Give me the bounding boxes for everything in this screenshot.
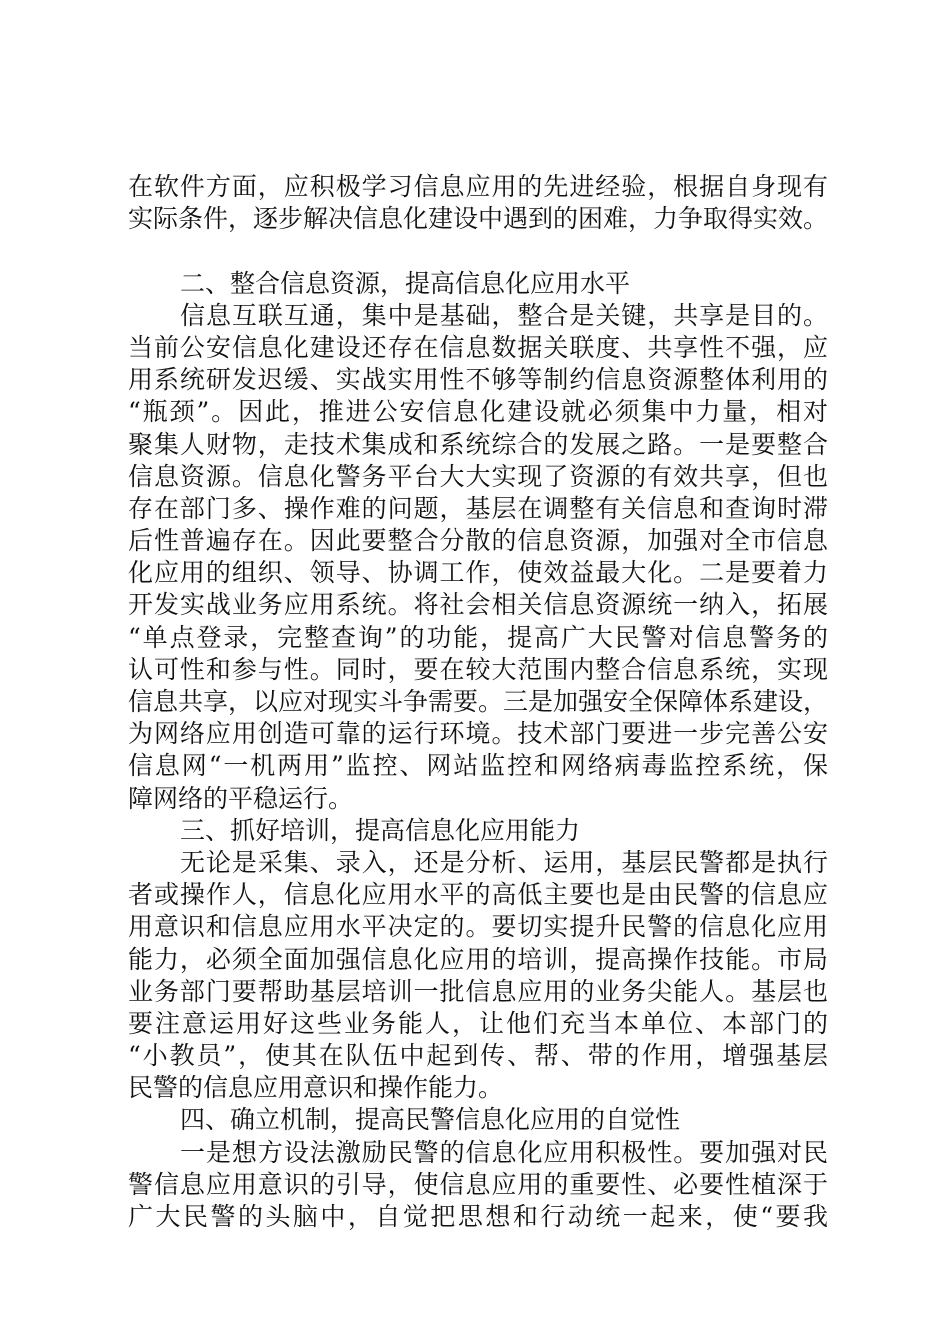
text-line: 用系统研发迟缓、实战实用性不够等制约信息资源整体利用的 bbox=[128, 365, 828, 395]
text-line: 开发实战业务应用系统。将社会相关信息资源统一纳入，拓展 bbox=[128, 590, 828, 620]
text-line: 存在部门多、操作难的问题，基层在调整有关信息和查询时滞 bbox=[128, 493, 828, 523]
text-line: 一是想方设法激励民警的信息化应用积极性。要加强对民 bbox=[180, 1137, 828, 1167]
text-line: “小教员”，使其在队伍中起到传、帮、带的作用，增强基层 bbox=[128, 1041, 828, 1071]
text-line: 民警的信息应用意识和操作能力。 bbox=[128, 1073, 504, 1103]
text-line: 广大民警的头脑中，自觉把思想和行动统一起来，使“要我 bbox=[128, 1202, 828, 1231]
text-line: 当前公安信息化建设还存在信息数据关联度、共享性不强，应 bbox=[128, 332, 828, 362]
text-line: 能力，必须全面加强信息化应用的培训，提高操作技能。市局 bbox=[128, 944, 828, 974]
text-line: 者或操作人，信息化应用水平的高低主要也是由民警的信息应 bbox=[128, 880, 828, 910]
text-line: “瓶颈”。因此，推进公安信息化建设就必须集中力量，相对 bbox=[128, 397, 828, 427]
text-line: 三、抓好培训，提高信息化应用能力 bbox=[180, 815, 581, 845]
text-line: 警信息应用意识的引导，使信息应用的重要性、必要性植深于 bbox=[128, 1169, 828, 1199]
text-line: 无论是采集、录入，还是分析、运用，基层民警都是执行 bbox=[180, 847, 828, 877]
document-body bbox=[128, 171, 828, 1233]
text-line: 聚集人财物，走技术集成和系统综合的发展之路。一是要整合 bbox=[128, 429, 828, 459]
text-line: 二、整合信息资源，提高信息化应用水平 bbox=[180, 268, 631, 298]
text-line: 为网络应用创造可靠的运行环境。技术部门要进一步完善公安 bbox=[128, 719, 828, 749]
text-line: 障网络的平稳运行。 bbox=[128, 783, 354, 813]
text-line: 认可性和参与性。同时，要在较大范围内整合信息系统，实现 bbox=[128, 654, 828, 684]
text-line: 要注意运用好这些业务能人，让他们充当本单位、本部门的 bbox=[128, 1008, 828, 1038]
text-line: 信息共享，以应对现实斗争需要。三是加强安全保障体系建设， bbox=[128, 687, 829, 716]
text-line: 在软件方面，应积极学习信息应用的先进经验，根据自身现有 bbox=[128, 172, 828, 201]
text-line: 四、确立机制，提高民警信息化应用的自觉性 bbox=[180, 1105, 681, 1135]
text-line: 信息资源。信息化警务平台大大实现了资源的有效共享，但也 bbox=[128, 461, 828, 491]
text-line: 信息互联互通，集中是基础，整合是关键，共享是目的。 bbox=[180, 300, 828, 330]
text-line: 实际条件，逐步解决信息化建设中遇到的困难，力争取得实效。 bbox=[128, 204, 829, 234]
paragraph-gap bbox=[128, 235, 828, 267]
text-line: 用意识和信息应用水平决定的。要切实提升民警的信息化应用 bbox=[128, 912, 828, 942]
text-line: 后性普遍存在。因此要整合分散的信息资源，加强对全市信息 bbox=[128, 526, 828, 556]
text-line: 信息网“一机两用”监控、网站监控和网络病毒监控系统，保 bbox=[128, 751, 828, 781]
text-line: 化应用的组织、领导、协调工作，使效益最大化。二是要着力 bbox=[128, 558, 828, 588]
text-line: “单点登录，完整查询”的功能，提高广大民警对信息警务的 bbox=[128, 622, 828, 652]
text-line: 业务部门要帮助基层培训一批信息应用的业务尖能人。基层也 bbox=[128, 976, 828, 1006]
